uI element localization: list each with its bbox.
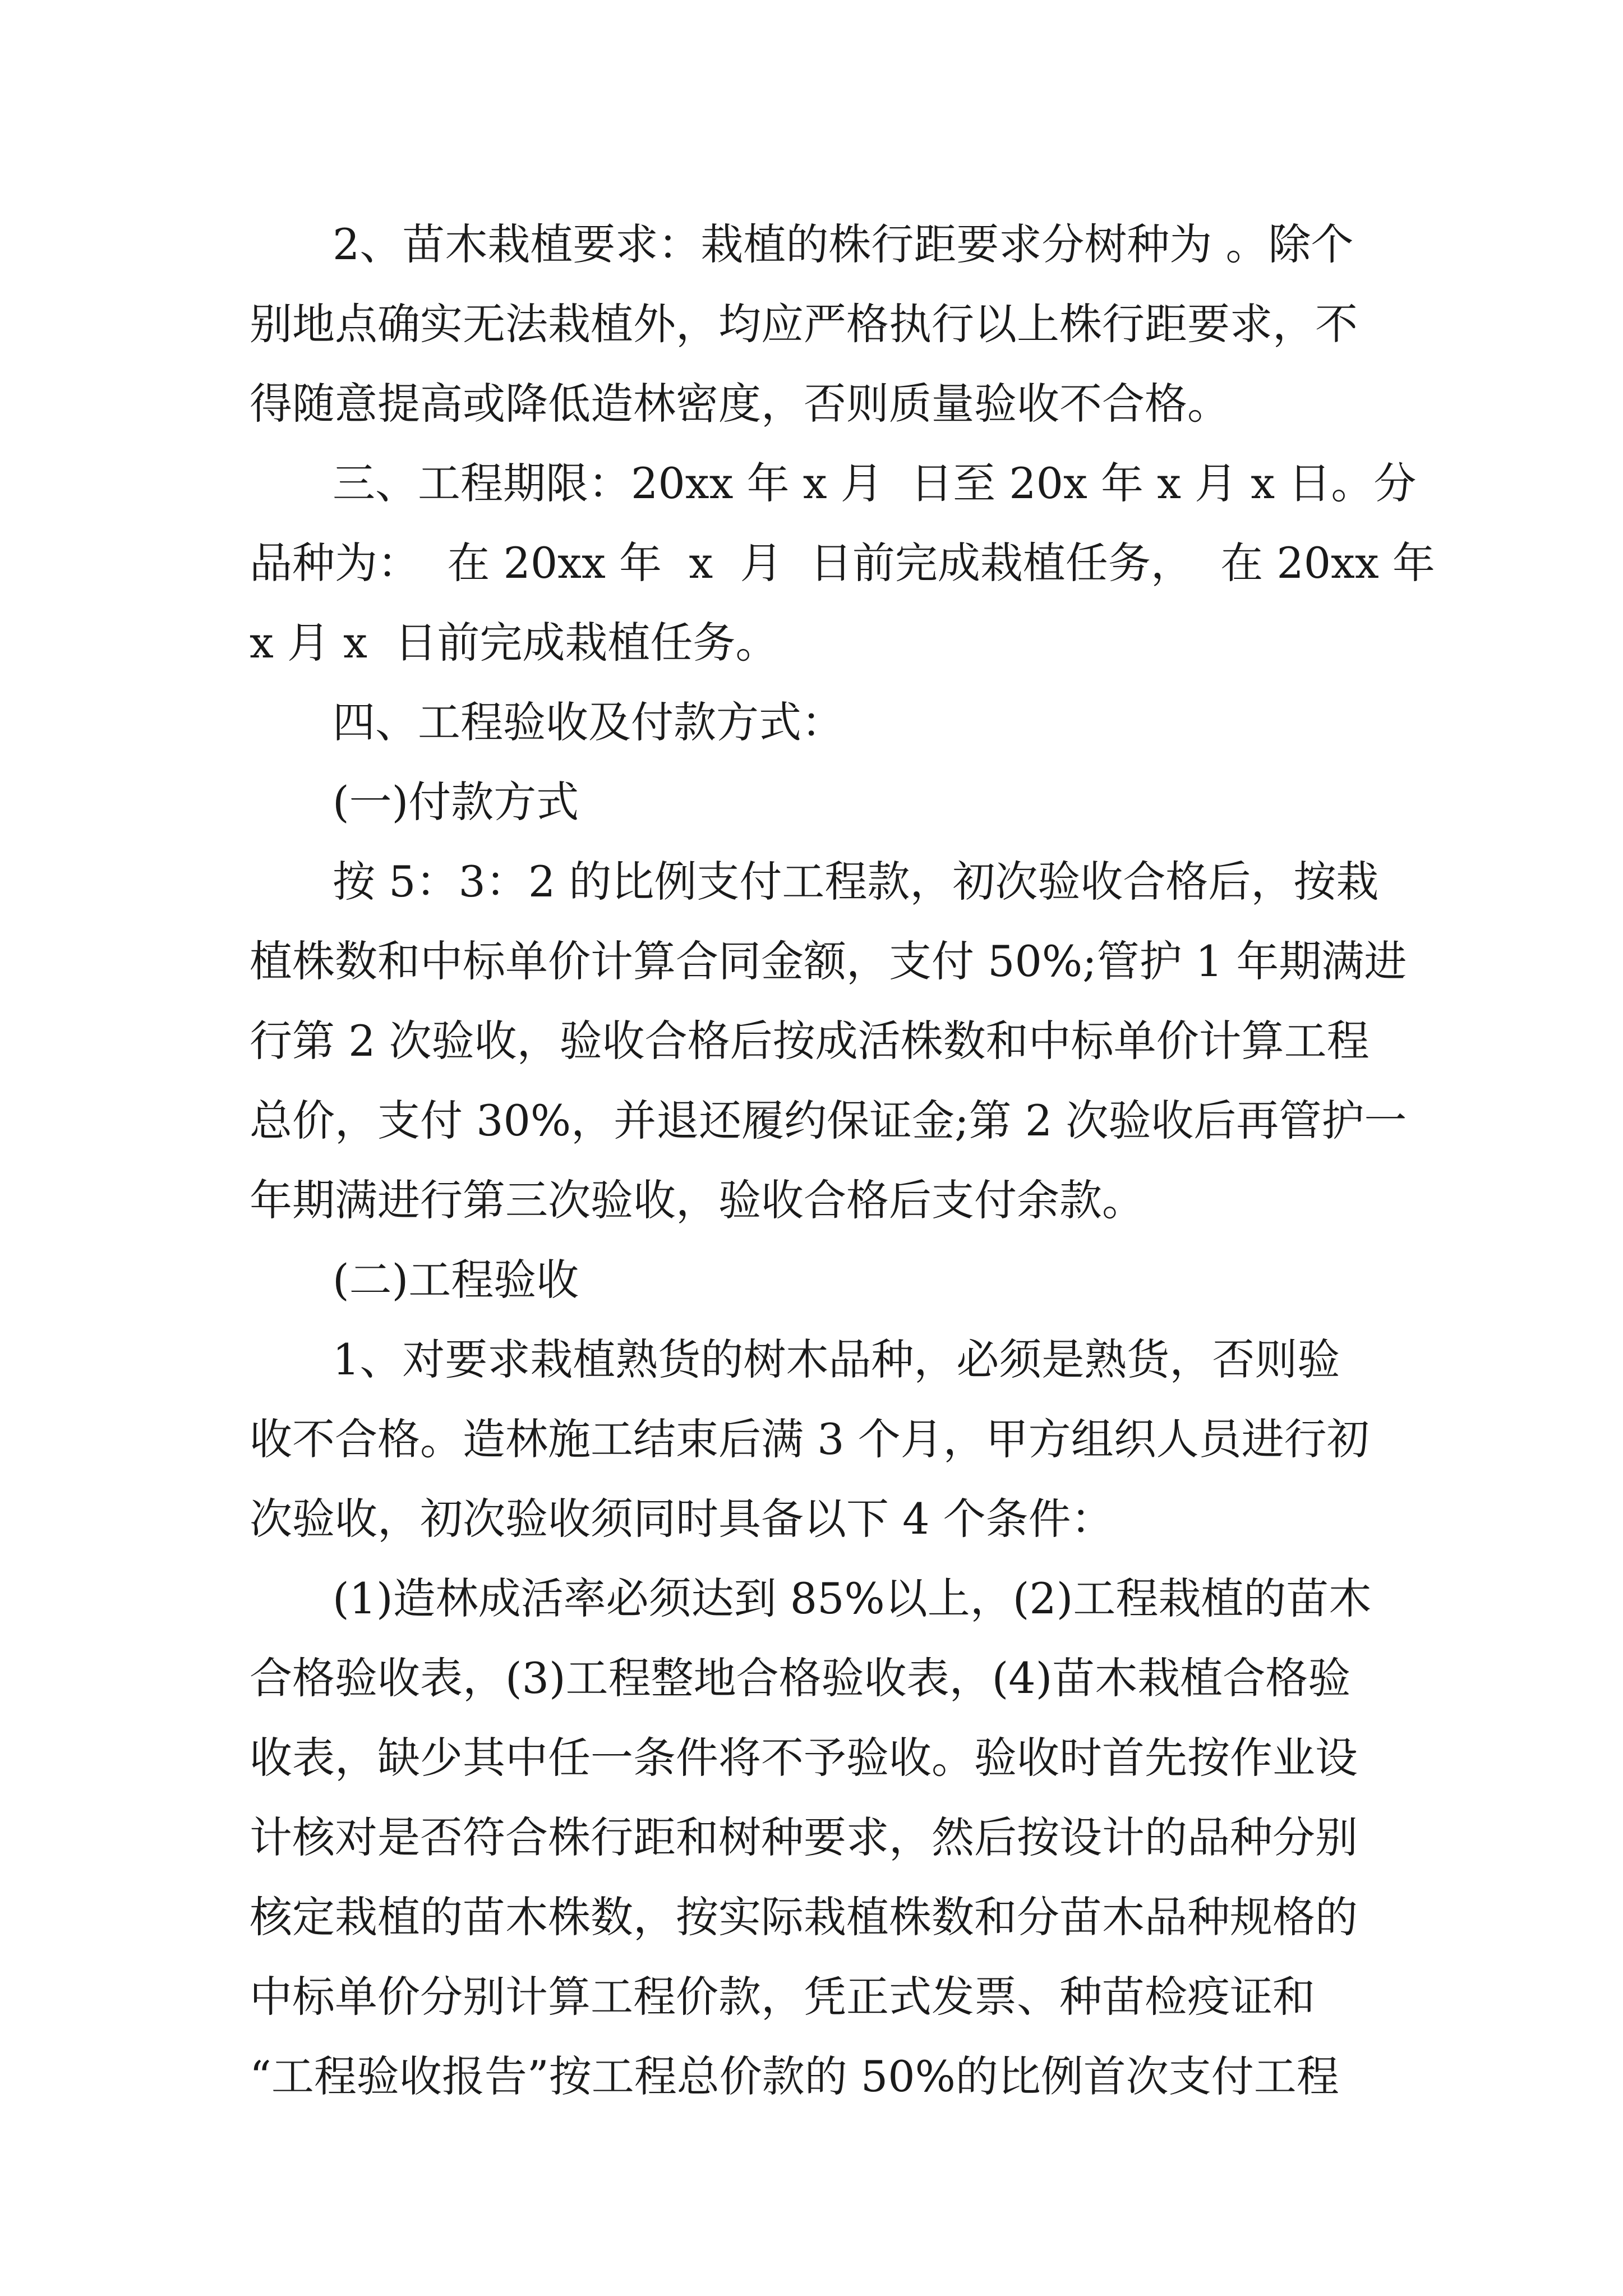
paragraph-line: 得随意提高或降低造林密度，否则质量验收不合格。 <box>250 379 1230 429</box>
paragraph-line: (1)造林成活率必须达到 85%以上，(2)工程栽植的苗木 <box>333 1573 1372 1623</box>
paragraph-line: 收不合格。造林施工结束后满 3 个月，甲方组织人员进行初 <box>250 1414 1370 1464</box>
paragraph-line: 行第 2 次验收，验收合格后按成活株数和中标单价计算工程 <box>250 1016 1370 1066</box>
paragraph-line: 核定栽植的苗木株数，按实际栽植株数和分苗木品种规格的 <box>250 1892 1358 1942</box>
paragraph-line: 次验收，初次验收须同时具备以下 4 个条件： <box>250 1494 1114 1544</box>
paragraph-line: 按 5：3：2 的比例支付工程款，初次验收合格后，按栽 <box>333 857 1379 907</box>
paragraph-line: 品种为： 在 20xx 年 x 月 日前完成栽植任务， 在 20xx 年 <box>250 538 1435 588</box>
paragraph-line: 总价，支付 30%，并退还履约保证金;第 2 次验收后再管护一 <box>250 1096 1407 1145</box>
paragraph-line: 收表，缺少其中任一条件将不予验收。验收时首先按作业设 <box>250 1733 1358 1783</box>
paragraph-line: 别地点确实无法栽植外，均应严格执行以上株行距要求，不 <box>250 299 1358 349</box>
paragraph-line: x 月 x 日前完成栽植任务。 <box>250 618 778 668</box>
paragraph-line: 三、工程期限：20xx 年 x 月 日至 20x 年 x 月 x 日。分 <box>333 458 1417 508</box>
subsection-heading: (二)工程验收 <box>333 1255 579 1305</box>
section-heading: 四、工程验收及付款方式： <box>333 697 844 747</box>
subsection-heading: (一)付款方式 <box>333 777 579 827</box>
paragraph-line: 中标单价分别计算工程价款，凭正式发票、种苗检疫证和 <box>250 1972 1315 2022</box>
paragraph-line: 1、对要求栽植熟货的树木品种，必须是熟货，否则验 <box>333 1335 1340 1384</box>
paragraph-line: “工程验收报告”按工程总价款的 50%的比例首次支付工程 <box>250 2051 1339 2101</box>
paragraph-line: 计核对是否符合株行距和树种要求，然后按设计的品种分别 <box>250 1812 1358 1862</box>
paragraph-line: 植株数和中标单价计算合同金额，支付 50%;管护 1 年期满进 <box>250 936 1407 986</box>
paragraph-line: 合格验收表，(3)工程整地合格验收表，(4)苗木栽植合格验 <box>250 1653 1351 1703</box>
paragraph-line: 年期满进行第三次验收，验收合格后支付余款。 <box>250 1175 1145 1225</box>
paragraph-line: 2、苗木栽植要求：栽植的株行距要求分树种为 。除个 <box>333 219 1354 269</box>
